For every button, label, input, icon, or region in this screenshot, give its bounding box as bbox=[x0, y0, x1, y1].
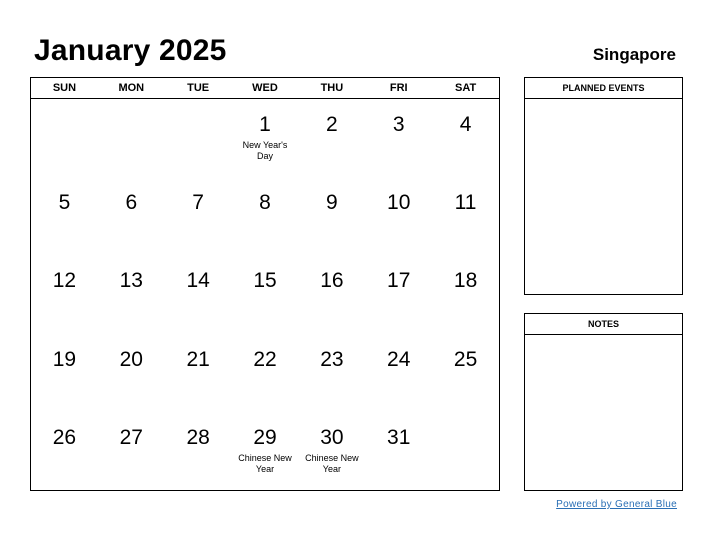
day-number: 24 bbox=[387, 347, 411, 371]
day-number: 16 bbox=[320, 269, 344, 293]
day-cell bbox=[98, 412, 165, 490]
day-cell bbox=[232, 177, 299, 255]
holiday-label: Chinese New Year bbox=[238, 452, 292, 474]
day-cell bbox=[165, 177, 232, 255]
day-cell bbox=[98, 177, 165, 255]
day-number: 23 bbox=[320, 347, 344, 371]
day-cell bbox=[298, 334, 365, 412]
day-number: 26 bbox=[52, 425, 77, 449]
week-row bbox=[31, 99, 499, 177]
day-number: 5 bbox=[58, 191, 71, 215]
day-cell bbox=[365, 177, 432, 255]
notes-panel bbox=[524, 313, 683, 491]
day-cell bbox=[365, 255, 432, 333]
day-cell bbox=[298, 412, 365, 490]
week-row bbox=[31, 412, 499, 490]
day-number: 4 bbox=[459, 113, 472, 136]
day-number: 3 bbox=[392, 113, 405, 136]
day-number: 7 bbox=[192, 191, 204, 215]
day-number: 13 bbox=[119, 269, 143, 293]
day-cell bbox=[232, 255, 299, 333]
day-cell bbox=[165, 99, 232, 177]
day-cell bbox=[165, 255, 232, 333]
weekday-label: TUE bbox=[187, 82, 210, 94]
country-label: Singapore bbox=[592, 45, 676, 64]
planned-events-panel bbox=[524, 77, 683, 295]
day-cell bbox=[298, 99, 365, 177]
weeks-container bbox=[31, 99, 499, 490]
day-cell bbox=[432, 99, 499, 177]
day-number: 2 bbox=[326, 113, 338, 136]
weekday-label: THU bbox=[320, 82, 344, 94]
page-title: January 2025 bbox=[34, 34, 227, 67]
day-cell bbox=[31, 412, 98, 490]
day-cell bbox=[298, 255, 365, 333]
day-number: 27 bbox=[119, 425, 143, 449]
weekday-label: SUN bbox=[52, 82, 77, 94]
day-number: 19 bbox=[52, 347, 77, 371]
day-cell bbox=[31, 334, 98, 412]
day-cell bbox=[165, 412, 232, 490]
day-cell bbox=[232, 334, 299, 412]
week-row bbox=[31, 177, 499, 255]
day-number: 14 bbox=[186, 269, 210, 293]
holiday-label: Chinese New Year bbox=[305, 452, 359, 474]
weekday-label: WED bbox=[252, 82, 278, 94]
day-number: 22 bbox=[253, 347, 277, 371]
day-number: 11 bbox=[454, 191, 477, 215]
day-cell bbox=[365, 412, 432, 490]
planned-events-heading: PLANNED EVENTS bbox=[525, 78, 682, 99]
day-cell bbox=[365, 334, 432, 412]
day-number: 31 bbox=[387, 425, 411, 449]
weekday-header-row bbox=[31, 78, 499, 99]
day-cell bbox=[98, 99, 165, 177]
day-number: 9 bbox=[326, 191, 338, 215]
day-number: 6 bbox=[125, 191, 138, 215]
weekday-label: FRI bbox=[389, 82, 408, 94]
day-cell bbox=[298, 177, 365, 255]
day-number: 29 bbox=[253, 425, 277, 449]
weekday-label: SAT bbox=[454, 82, 477, 94]
day-cell bbox=[232, 99, 299, 177]
week-row bbox=[31, 255, 499, 333]
day-cell bbox=[432, 255, 499, 333]
day-number: 10 bbox=[387, 191, 411, 215]
day-cell bbox=[232, 412, 299, 490]
day-cell bbox=[365, 99, 432, 177]
day-cell bbox=[98, 334, 165, 412]
day-number: 30 bbox=[320, 425, 344, 449]
week-row bbox=[31, 334, 499, 412]
day-cell bbox=[432, 177, 499, 255]
day-cell bbox=[432, 412, 499, 490]
day-number: 1 bbox=[259, 113, 271, 136]
weekday-label: MON bbox=[118, 82, 145, 94]
day-cell bbox=[165, 334, 232, 412]
day-cell bbox=[98, 255, 165, 333]
day-number: 20 bbox=[119, 347, 143, 371]
powered-by-link[interactable]: Powered by General Blue bbox=[556, 499, 677, 510]
day-number: 8 bbox=[259, 191, 271, 215]
day-number: 17 bbox=[387, 269, 411, 293]
day-number: 15 bbox=[253, 269, 277, 293]
day-cell bbox=[31, 99, 98, 177]
day-number: 25 bbox=[453, 347, 478, 371]
calendar-grid bbox=[30, 77, 500, 491]
day-cell bbox=[31, 255, 98, 333]
day-number: 18 bbox=[453, 269, 478, 293]
holiday-label: New Year's Day bbox=[242, 140, 288, 161]
day-cell bbox=[31, 177, 98, 255]
notes-heading: NOTES bbox=[525, 314, 682, 335]
day-cell bbox=[432, 334, 499, 412]
day-number: 28 bbox=[186, 425, 210, 449]
day-number: 12 bbox=[52, 269, 77, 293]
day-number: 21 bbox=[186, 347, 210, 371]
